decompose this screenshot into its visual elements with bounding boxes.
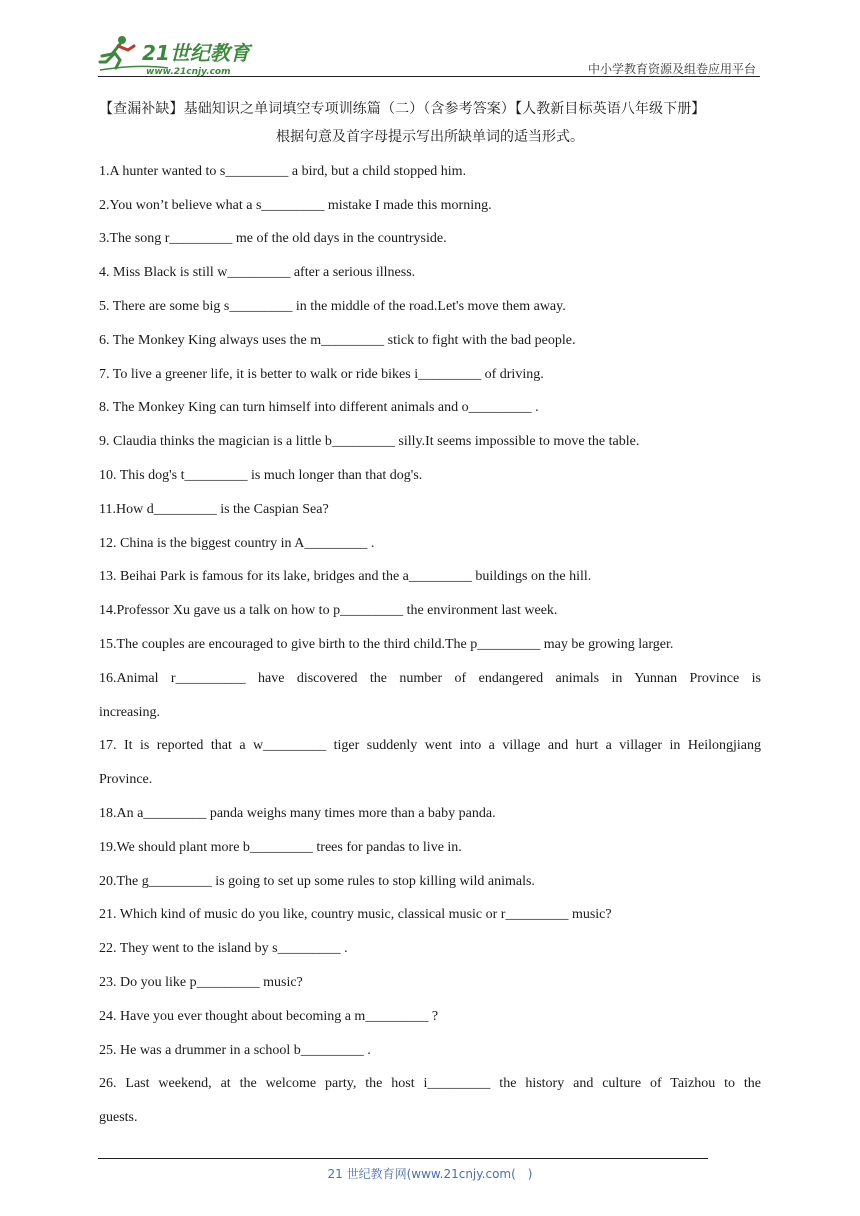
question-16-line-1: 16.Animal r__________ have discovered the number of endangered animals in Yunnan Province is xyxy=(99,671,761,686)
page-header xyxy=(98,30,760,78)
question-8: 8. The Monkey King can turn himself into different animals and o_________ . xyxy=(99,400,539,415)
question-19: 19.We should plant more b_________ trees for pandas to live in. xyxy=(99,840,462,855)
question-4: 4. Miss Black is still w_________ after a serious illness. xyxy=(99,265,416,280)
question-15: 15.The couples are encouraged to give birth to the third child.The p_________ may be growing larger. xyxy=(99,637,674,652)
question-22: 22. They went to the island by s_________ . xyxy=(99,941,348,956)
question-26-line-2: guests. xyxy=(99,1110,138,1125)
header-platform-text: 中小学教育资源及组卷应用平台 xyxy=(587,62,756,76)
brand-logo xyxy=(98,34,258,76)
question-2: 2.You won’t believe what a s_________ mistake I made this morning. xyxy=(99,198,492,213)
footer-divider xyxy=(98,1158,708,1159)
question-17-line-2: Province. xyxy=(99,772,153,787)
question-9: 9. Claudia thinks the magician is a little b_________ silly.It seems impossible to move the table. xyxy=(99,434,640,449)
question-18: 18.An a_________ panda weighs many times more than a baby panda. xyxy=(99,806,496,821)
question-6: 6. The Monkey King always uses the m_________ stick to fight with the bad people. xyxy=(99,333,576,348)
logo-text: 21世纪教育 xyxy=(142,41,250,65)
logo-url-text: www.21cnjy.com xyxy=(146,67,231,76)
question-26-line-1: 26. Last weekend, at the welcome party, the host i_________ the history and culture of Taizhou to the xyxy=(99,1076,761,1091)
question-24: 24. Have you ever thought about becoming a m_________ ? xyxy=(99,1009,439,1024)
question-10: 10. This dog's t_________ is much longer than that dog's. xyxy=(99,468,423,483)
footer-link[interactable]: 21 世纪教育网(www.21cnjy.com( ) xyxy=(327,1167,533,1181)
question-12: 12. China is the biggest country in A_________ . xyxy=(99,536,375,551)
question-25: 25. He was a drummer in a school b_________ . xyxy=(99,1043,371,1058)
page-title: 【查漏补缺】基础知识之单词填空专项训练篇（二）（含参考答案）【人教新目标英语八年级下册】 xyxy=(99,102,706,117)
question-13: 13. Beihai Park is famous for its lake, bridges and the a_________ buildings on the hill. xyxy=(99,569,592,584)
question-21: 21. Which kind of music do you like, country music, classical music or r_________ music? xyxy=(99,907,612,922)
question-20: 20.The g_________ is going to set up some rules to stop killing wild animals. xyxy=(99,874,535,889)
question-7: 7. To live a greener life, it is better to walk or ride bikes i_________ of driving. xyxy=(99,367,544,382)
question-1: 1.A hunter wanted to s_________ a bird, but a child stopped him. xyxy=(99,164,467,179)
question-14: 14.Professor Xu gave us a talk on how to p_________ the environment last week. xyxy=(99,603,558,618)
instructions: 根据句意及首字母提示写出所缺单词的适当形式。 xyxy=(276,130,584,145)
question-3: 3.The song r_________ me of the old days in the countryside. xyxy=(99,231,447,246)
question-11: 11.How d_________ is the Caspian Sea? xyxy=(99,502,329,517)
question-23: 23. Do you like p_________ music? xyxy=(99,975,303,990)
question-5: 5. There are some big s_________ in the middle of the road.Let's move them away. xyxy=(99,299,566,314)
header-divider xyxy=(98,76,760,77)
question-16-line-2: increasing. xyxy=(99,705,161,720)
question-17-line-1: 17. It is reported that a w_________ tiger suddenly went into a village and hurt a villager in Heilongjiang xyxy=(99,738,761,753)
